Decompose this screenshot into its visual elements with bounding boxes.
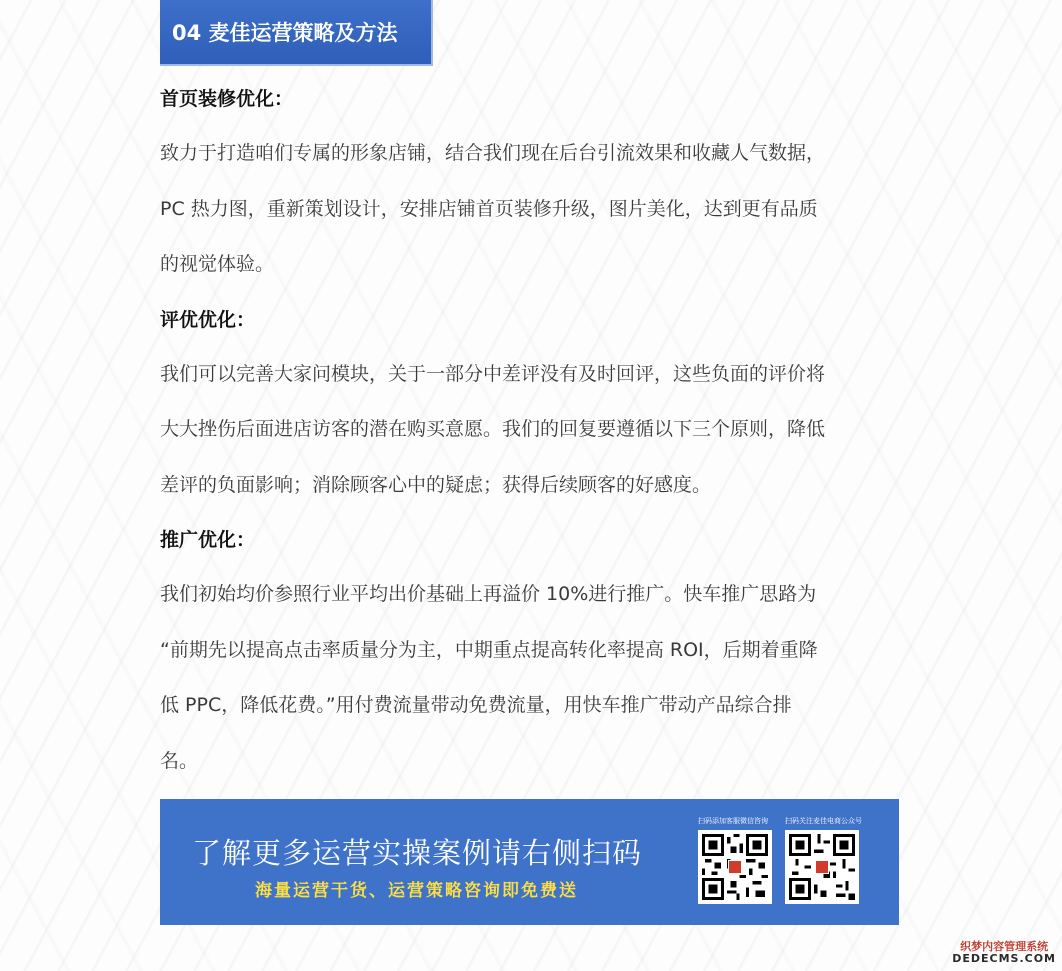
section-promotion	[160, 513, 910, 789]
qr-code-icon	[698, 830, 772, 904]
paragraph-line: “前期先以提高点击率质量分为主，中期重点提高转化率提高 ROI，后期着重降	[160, 638, 818, 661]
section-title: 04 麦佳运营策略及方法	[172, 21, 398, 45]
site-watermark	[952, 941, 1056, 965]
paragraph-line: 名。	[160, 749, 199, 772]
paragraph-line: 低 PPC，降低花费。”用付费流量带动免费流量，用快车推广带动产品综合排	[160, 694, 792, 716]
paragraph-line: 我们可以完善大家问模块，关于一部分中差评没有及时回评，这些负面的评价将	[160, 362, 826, 385]
qr-left[interactable]	[698, 816, 778, 904]
qr-logo-icon	[815, 860, 829, 874]
watermark-bottom: DEDECMS.COM	[952, 951, 1056, 965]
watermark-top: 织梦内容管理系统	[960, 939, 1049, 953]
qr-code-icon	[785, 830, 859, 904]
section-heading: 首页装修优化：	[160, 88, 294, 110]
section-heading: 评优优化：	[160, 308, 256, 331]
qr-left-caption: 扫码添加客服微信咨询	[698, 817, 768, 825]
paragraph-line: 差评的负面影响；消除顾客心中的疑虑；获得后续顾客的好感度。	[160, 473, 712, 496]
paragraph-line: 大大挫伤后面进店访客的潜在购买意愿。我们的回复要遵循以下三个原则，降低	[160, 418, 826, 440]
section-review	[160, 293, 910, 514]
banner-main-text: 了解更多运营实操案例请右侧扫码	[192, 836, 643, 870]
promo-banner[interactable]	[160, 799, 899, 925]
paragraph-line: PC 热力图，重新策划设计，安排店铺首页装修升级，图片美化，达到更有品质	[160, 197, 818, 220]
paragraph-line: 我们初始均价参照行业平均出价基础上再溢价 10%进行推广。快车推广思路为	[160, 583, 817, 605]
qr-right-caption: 扫码关注麦佳电商公众号	[785, 817, 862, 825]
paragraph-line: 致力于打造咱们专属的形象店铺，结合我们现在后台引流效果和收藏人气数据，	[160, 142, 826, 164]
qr-logo-icon	[728, 860, 742, 874]
paragraph-line: 的视觉体验。	[160, 253, 275, 275]
banner-sub-text: 海量运营干货、运营策略咨询即免费送	[255, 881, 578, 901]
article-body	[160, 72, 910, 789]
section-heading: 推广优化：	[160, 529, 256, 551]
section-homepage	[160, 72, 910, 293]
qr-right[interactable]	[785, 816, 865, 904]
section-tab	[160, 0, 433, 66]
